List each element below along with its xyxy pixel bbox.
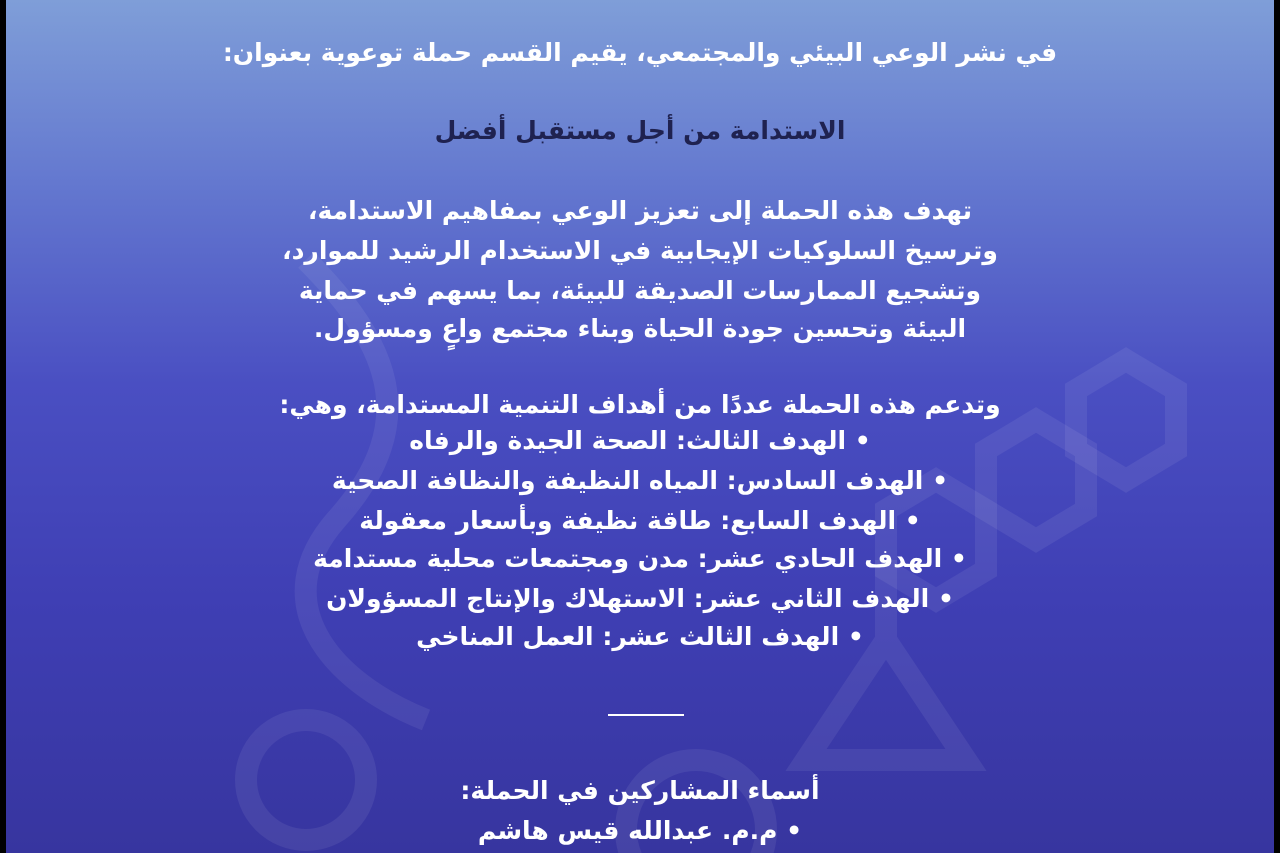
goal-item: • الهدف الحادي عشر: مدن ومجتمعات محلية مستدامة <box>313 544 967 573</box>
poster <box>6 0 1274 853</box>
paragraph-line: وتشجيع الممارسات الصديقة للبيئة، بما يسهم في حماية <box>298 276 982 305</box>
intro-text: في نشر الوعي البيئي والمجتمعي، يقيم القسم حملة توعوية بعنوان: <box>222 38 1058 67</box>
goals-intro: وتدعم هذه الحملة عددًا من أهداف التنمية المستدامة، وهي: <box>279 390 1001 419</box>
goal-item: • الهدف الثالث: الصحة الجيدة والرفاه <box>409 426 871 455</box>
campaign-title: الاستدامة من أجل مستقبل أفضل <box>434 116 846 145</box>
goal-item: • الهدف الثاني عشر: الاستهلاك والإنتاج المسؤولان <box>326 584 954 613</box>
participant-item: • م.م. عبدالله قيس هاشم <box>477 816 803 845</box>
paragraph-line: تهدف هذه الحملة إلى تعزيز الوعي بمفاهيم الاستدامة، <box>308 196 972 225</box>
poster-content <box>6 0 1274 853</box>
goal-item: • الهدف السادس: المياه النظيفة والنظافة الصحية <box>331 466 949 495</box>
paragraph-line: وترسيخ السلوكيات الإيجابية في الاستخدام الرشيد للموارد، <box>282 236 998 265</box>
participants-title: أسماء المشاركين في الحملة: <box>460 776 820 805</box>
goal-item: • الهدف السابع: طاقة نظيفة وبأسعار معقولة <box>359 506 921 535</box>
paragraph-line: البيئة وتحسين جودة الحياة وبناء مجتمع واعٍ ومسؤول. <box>313 314 967 343</box>
divider <box>608 714 684 716</box>
goal-item: • الهدف الثالث عشر: العمل المناخي <box>416 622 864 651</box>
